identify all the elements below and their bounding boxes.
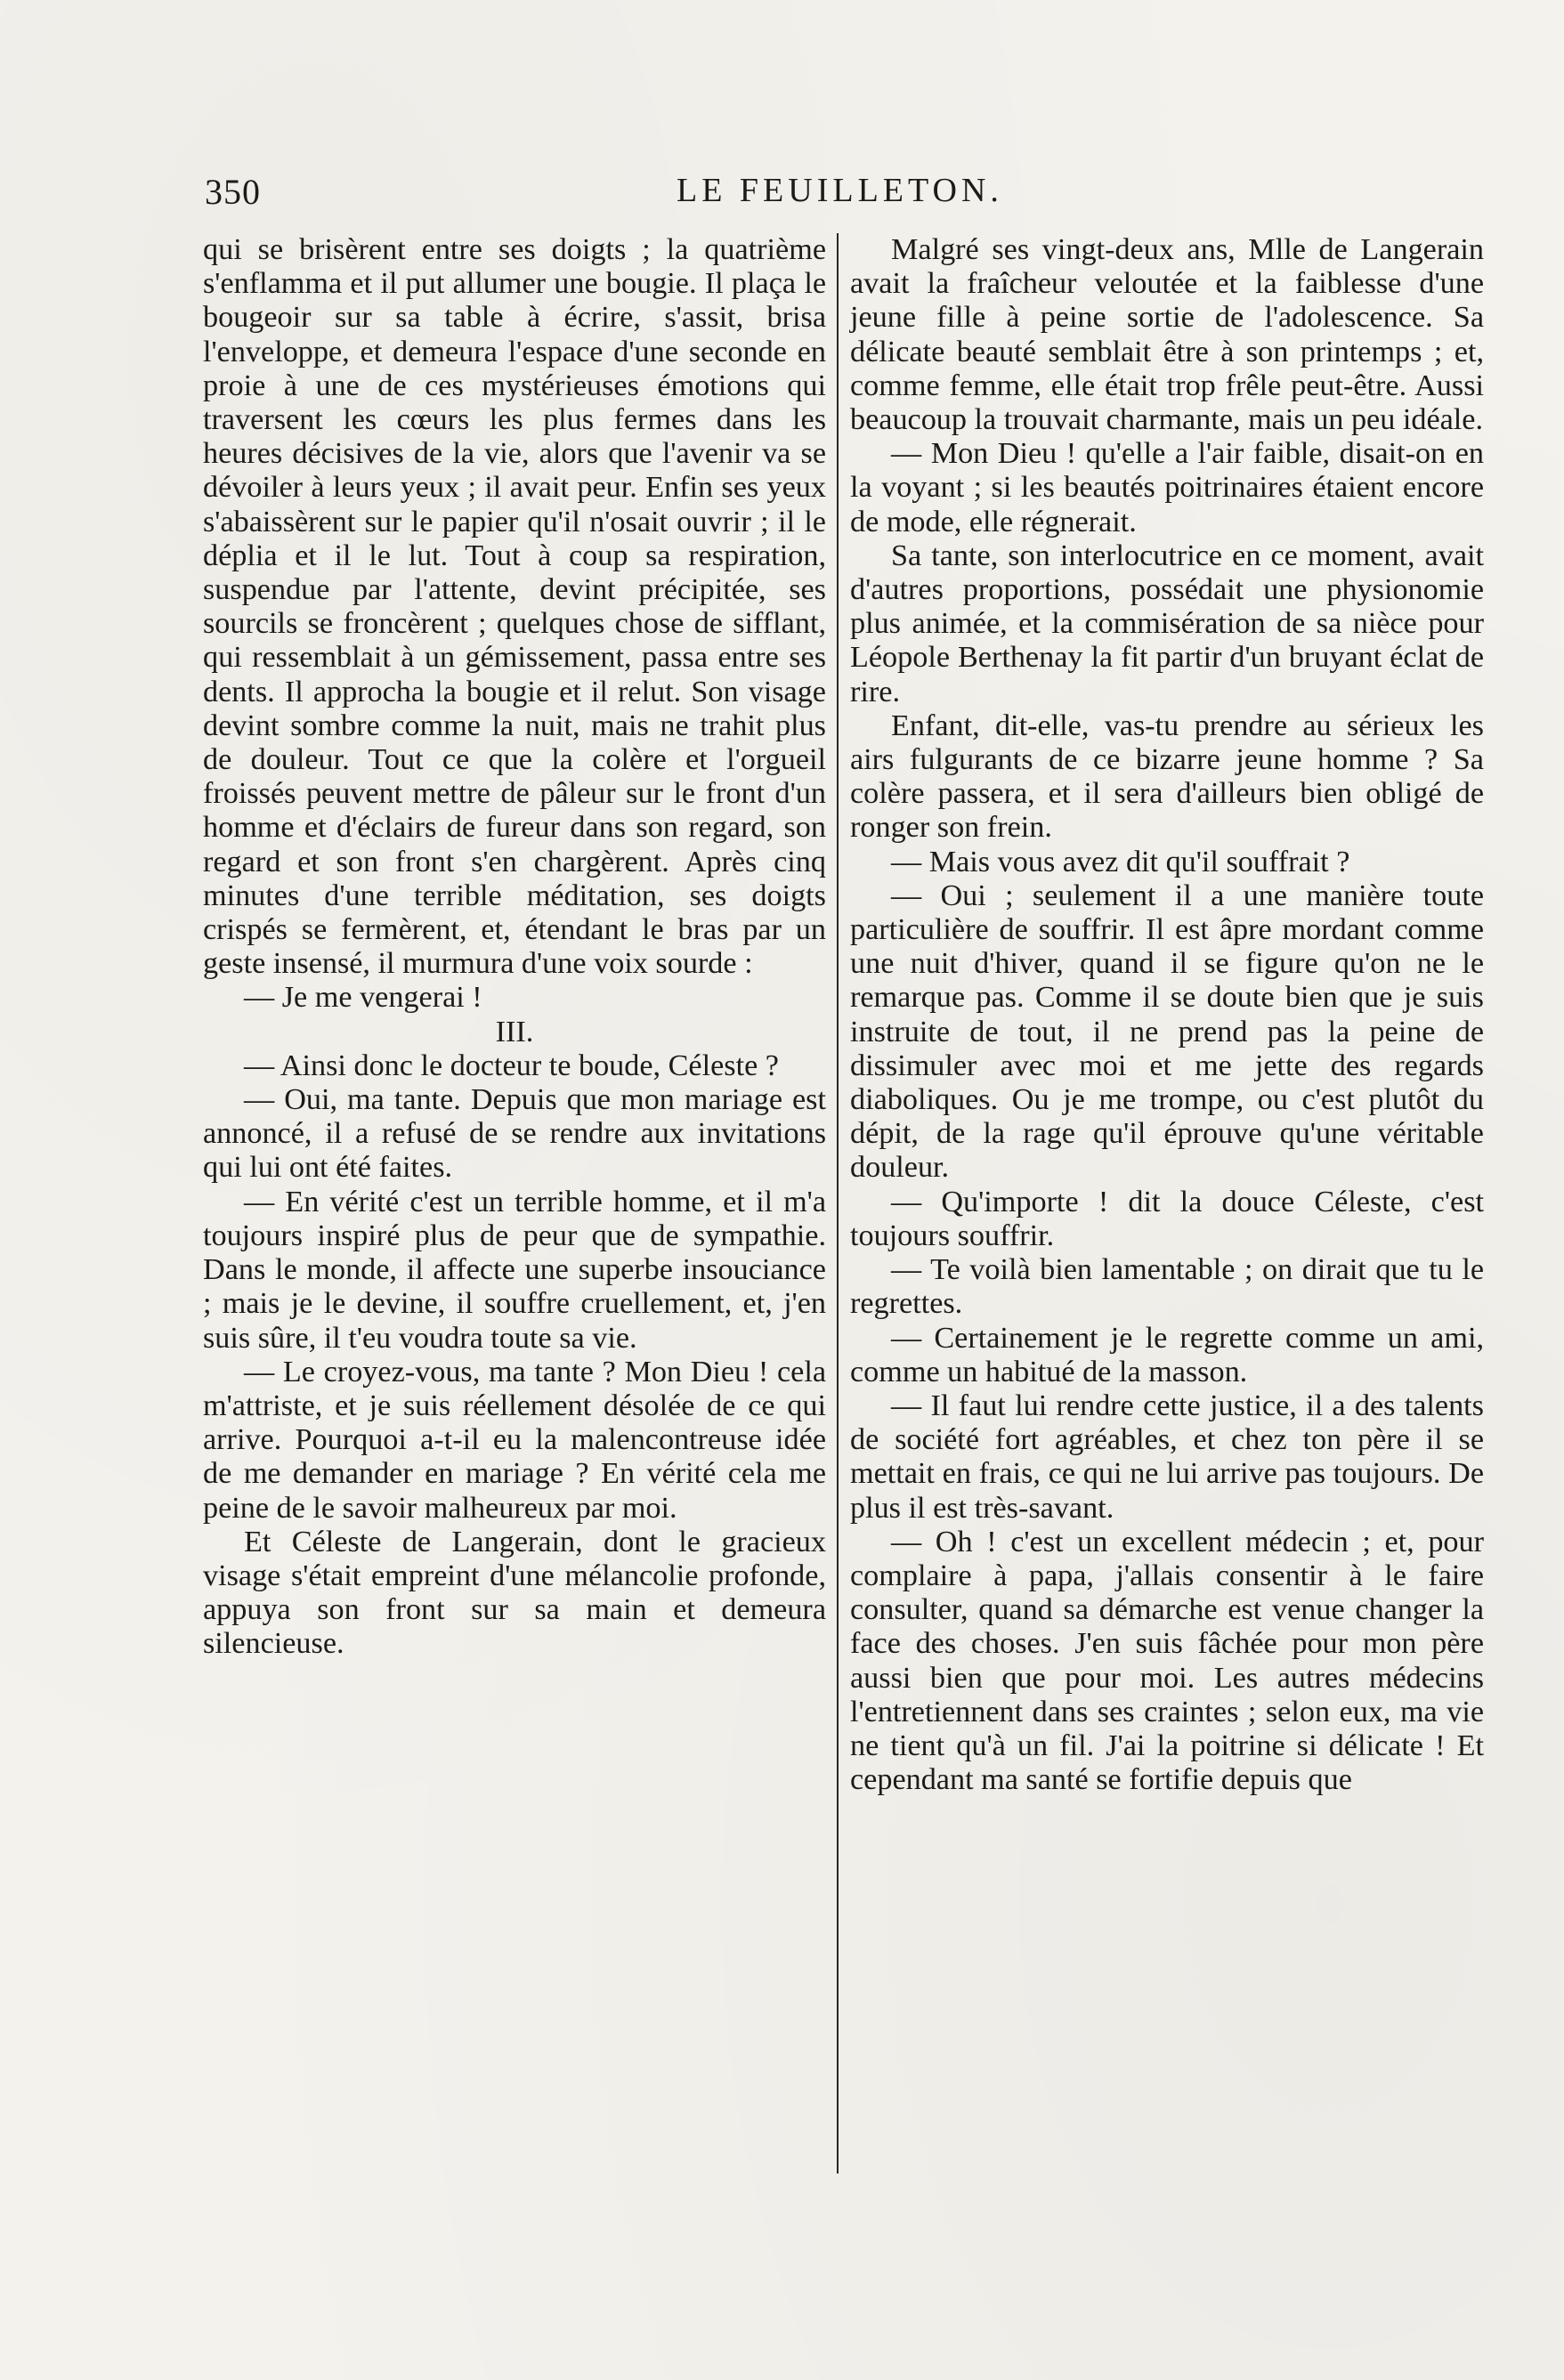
paragraph: — Le croyez-vous, ma tante ? Mon Dieu ! cela m'attriste, et je suis réellement désolée de ce qui arrive. Pourquoi a-t-il eu la malencontreuse idée de me demander en mariage ? En vérité cela me peine de le savoir malheureux par moi. (203, 1355, 826, 1525)
paragraph: Malgré ses vingt-deux ans, Mlle de Langerain avait la fraîcheur veloutée et la faiblesse d'une jeune fille à peine sortie de l'adolescence. Sa délicate beauté semblait être à son printemps ; et, comme femme, elle était trop frêle peut-être. Aussi beaucoup la trouvait charmante, mais un peu idéale. (850, 233, 1484, 437)
paragraph: — Il faut lui rendre cette justice, il a des talents de société fort agréables, et chez ton père il se mettait en frais, ce qui ne lui arrive pas toujours. De plus il est très-savant. (850, 1388, 1484, 1525)
left-column (203, 233, 826, 1662)
paragraph: qui se brisèrent entre ses doigts ; la quatrième s'enflamma et il put allumer une bougie. Il plaça le bougeoir sur sa table à écrire, s'assit, brisa l'enveloppe, et demeura l'espace d'une seconde en proie à une de ces mystérieuses émotions qui traversent les cœurs les plus fermes dans les heures décisives de la vie, alors que l'avenir va se dévoiler à leurs yeux ; il avait peur. Enfin ses yeux s'abaissèrent sur le papier qu'il n'osait ouvrir ; il le déplia et il le lut. Tout à coup sa respiration, suspendue par l'attente, devint précipitée, ses sourcils se froncèrent ; quelques chose de sifflant, qui ressemblait à un gémissement, passa entre ses dents. Il approcha la bougie et il relut. Son visage devint sombre comme la nuit, mais ne trahit plus de douleur. Tout ce que la colère et l'orgueil froissés peuvent mettre de pâleur sur le front d'un homme et d'éclairs de fureur dans son regard, son regard et son front s'en chargèrent. Après cinq minutes d'une terrible méditation, ses doigts crispés se fermèrent, et, étendant le bras par un geste insensé, il murmura d'une voix sourde : (203, 233, 826, 981)
running-title: LE FEUILLETON. (677, 172, 1003, 209)
right-column (850, 233, 1484, 1797)
paragraph: — Oui, ma tante. Depuis que mon mariage est annoncé, il a refusé de se rendre aux invitations qui lui ont été faites. (203, 1083, 826, 1185)
paragraph: Sa tante, son interlocutrice en ce moment, avait d'autres proportions, possédait une physionomie plus animée, et la commisération de sa nièce pour Léopole Berthenay la fit partir d'un bruyant éclat de rire. (850, 538, 1484, 708)
paragraph: Et Céleste de Langerain, dont le gracieux visage s'était empreint d'une mélancolie profonde, appuya son front sur sa main et demeura silencieuse. (203, 1525, 826, 1661)
paragraph: — Mais vous avez dit qu'il souffrait ? (891, 845, 1350, 878)
paragraph: Enfant, dit-elle, vas-tu prendre au sérieux les airs fulgurants de ce bizarre jeune homme ? Sa colère passera, et il sera d'ailleurs bien obligé de ronger son frein. (850, 708, 1484, 845)
paragraph: — Je me vengerai ! (244, 981, 482, 1015)
paragraph: — Oh ! c'est un excellent médecin ; et, pour complaire à papa, j'allais consentir à le faire consulter, quand sa démarche est venue changer la face des choses. J'en suis fâchée pour mon père aussi bien que pour moi. Les autres médecins l'entretiennent dans ses craintes ; selon eux, ma vie ne tient qu'à un fil. J'ai la poitrine si délicate ! Et cependant ma santé se fortifie depuis que (850, 1525, 1484, 1797)
paragraph: — Certainement je le regrette comme un ami, comme un habitué de la masson. (850, 1321, 1484, 1388)
page-header (205, 171, 1487, 215)
paragraph: — Qu'importe ! dit la douce Céleste, c'est toujours souffrir. (850, 1185, 1484, 1252)
paragraph: — En vérité c'est un terrible homme, et il m'a toujours inspiré plus de peur que de sympathie. Dans le monde, il affecte une superbe insouciance ; mais je le devine, il souffre cruellement, et, j'en suis sûre, il t'eu voudra toute sa vie. (203, 1185, 826, 1355)
paragraph: — Te voilà bien lamentable ; on dirait que tu le regrettes. (850, 1253, 1484, 1321)
paragraph: — Oui ; seulement il a une manière toute particulière de souffrir. Il est âpre mordant comme une nuit d'hiver, quand il se figure qu'on ne le remarque pas. Comme il se doute bien que je suis instruite de tout, il ne prend pas la peine de dissimuler avec moi et me jette des regards diaboliques. Ou je me trompe, ou c'est plutôt du dépit, de la rage qu'il éprouve qu'une véritable douleur. (850, 878, 1484, 1185)
column-divider (837, 233, 839, 2174)
paragraph: — Mon Dieu ! qu'elle a l'air faible, disait-on en la voyant ; si les beautés poitrinaires étaient encore de mode, elle régnerait. (850, 437, 1484, 538)
section-heading: III. (495, 1015, 534, 1048)
paragraph: — Ainsi donc le docteur te boude, Céleste ? (244, 1048, 779, 1082)
page-number: 350 (205, 172, 261, 212)
